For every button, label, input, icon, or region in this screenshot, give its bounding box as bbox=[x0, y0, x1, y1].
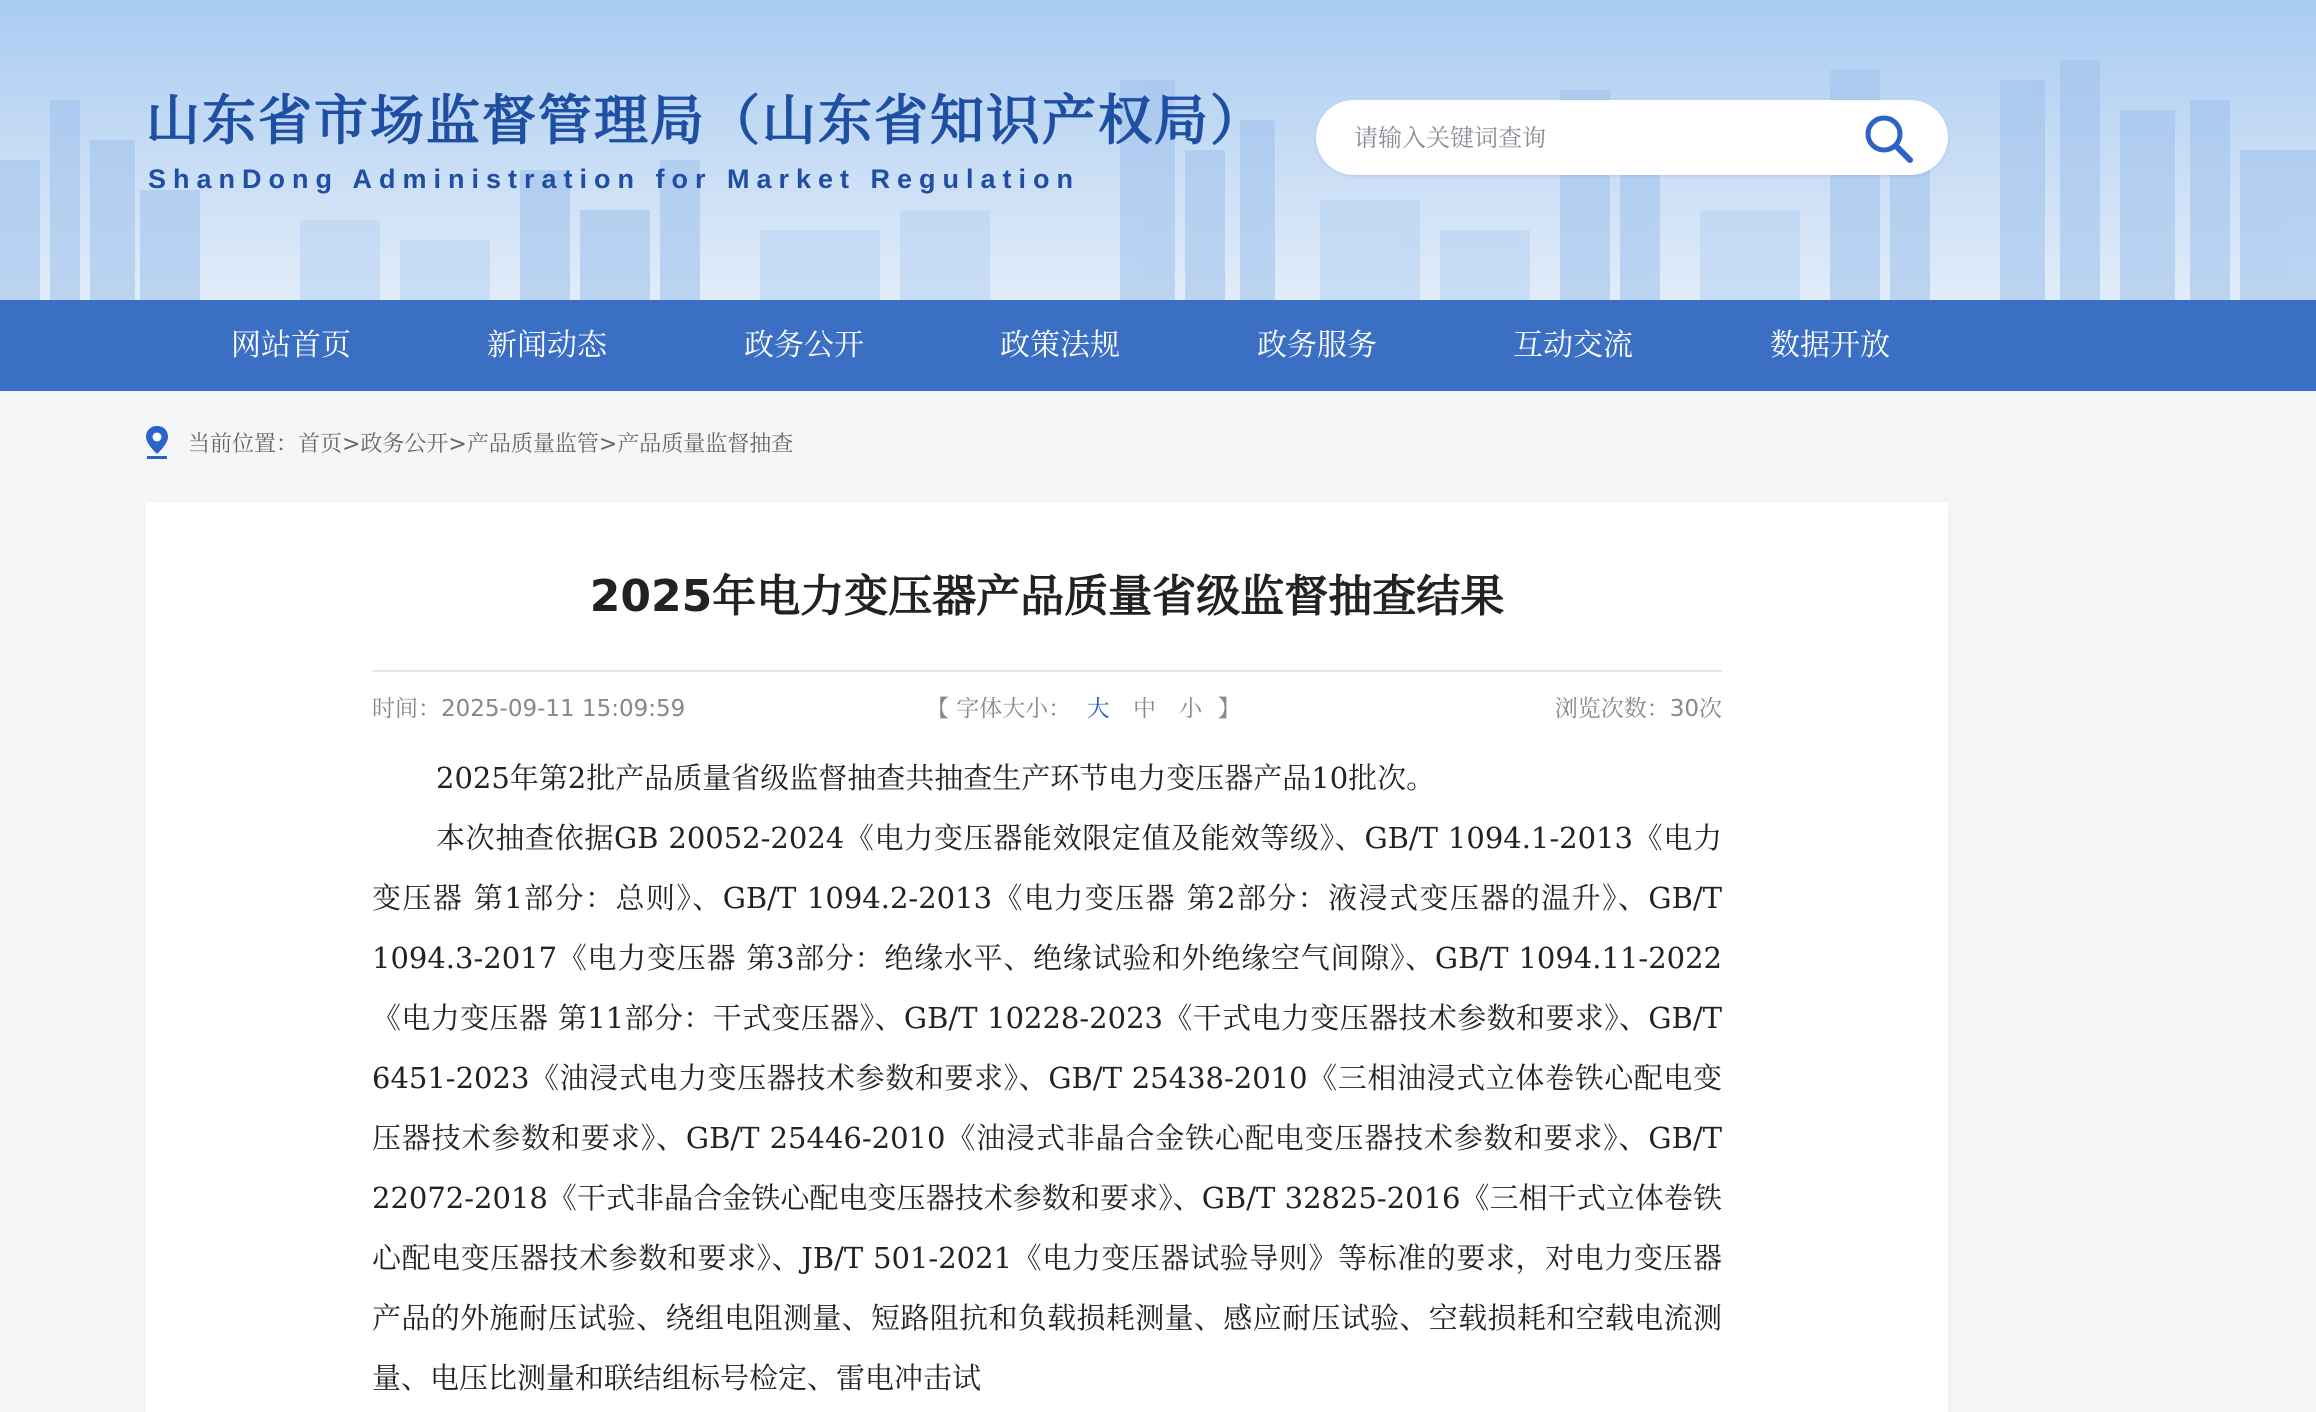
location-pin-icon bbox=[144, 425, 170, 459]
font-size-large-button[interactable]: 大 bbox=[1086, 696, 1110, 722]
nav-item-home[interactable]: 网站首页 bbox=[231, 328, 351, 363]
main-nav bbox=[0, 300, 2316, 391]
article-body bbox=[372, 748, 1722, 1408]
search-box bbox=[1316, 100, 1948, 175]
nav-item-news[interactable]: 新闻动态 bbox=[487, 328, 607, 363]
nav-item-government-affairs[interactable]: 政务公开 bbox=[744, 328, 864, 363]
font-size-prefix: 【 字体大小： bbox=[926, 696, 1072, 722]
font-size-medium-button[interactable]: 中 bbox=[1132, 696, 1156, 722]
breadcrumb-text[interactable]: 当前位置：首页>政务公开>产品质量监管>产品质量监督抽查 bbox=[188, 431, 794, 457]
search-input[interactable] bbox=[1354, 100, 1834, 175]
breadcrumb bbox=[144, 422, 793, 462]
site-title: 山东省市场监督管理局（山东省知识产权局） bbox=[146, 89, 1266, 152]
nav-item-policies[interactable]: 政策法规 bbox=[1000, 328, 1120, 363]
meta-divider bbox=[372, 670, 1722, 672]
view-count: 浏览次数：30次 bbox=[1554, 696, 1722, 722]
nav-item-open-data[interactable]: 数据开放 bbox=[1770, 328, 1890, 363]
article-paragraph: 本次抽查依据GB 20052-2024《电力变压器能效限定值及能效等级》、GB/T 1094.1-2013《电力变压器 第1部分：总则》、GB/T 1094.2-2013《电力变压器 第2部分：液浸式变压器的温升》、GB/T 1094.3-2017《电力变压器 第3部分：绝缘水平、绝缘试验和外绝缘空气间隙》、GB/T 1094.11-2022《电力变压器 第11部分：干式变压器》、GB/T 10228-2023《干式电力变压器技术参数和要求》、GB/T 6451-2023《油浸式电力变压器技术参数和要求》、GB/T 25438-2010《三相油浸式立体卷铁心配电变压器技术参数和要求》、GB/T 25446-2010《油浸式非晶合金铁心配电变压器技术参数和要求》、GB/T 22072-2018《干式非晶合金铁心配电变压器技术参数和要求》、GB/T 32825-2016《三相干式立体卷铁心配电变压器技术参数和要求》、JB/T 501-2021《电力变压器试验导则》等标准的要求，对电力变压器产品的外施耐压试验、绕组电阻测量、短路阻抗和负载损耗测量、感应耐压试验、空载损耗和空载电流测量、电压比测量和联结组标号检定、雷电冲击试 bbox=[372, 821, 1722, 1395]
site-subtitle: ShanDong Administration for Market Regulation bbox=[148, 164, 1081, 194]
article-title: 2025年电力变压器产品质量省级监督抽查结果 bbox=[589, 571, 1505, 622]
font-size-control bbox=[926, 690, 1241, 723]
nav-item-interaction[interactable]: 互动交流 bbox=[1513, 328, 1633, 363]
font-size-suffix: 】 bbox=[1217, 696, 1241, 722]
publish-time: 时间：2025-09-11 15:09:59 bbox=[372, 696, 686, 722]
nav-item-services[interactable]: 政务服务 bbox=[1257, 328, 1377, 363]
article-paragraph: 2025年第2批产品质量省级监督抽查共抽查生产环节电力变压器产品10批次。 bbox=[436, 761, 1436, 795]
search-icon[interactable] bbox=[1860, 110, 1916, 166]
font-size-small-button[interactable]: 小 bbox=[1179, 696, 1203, 722]
